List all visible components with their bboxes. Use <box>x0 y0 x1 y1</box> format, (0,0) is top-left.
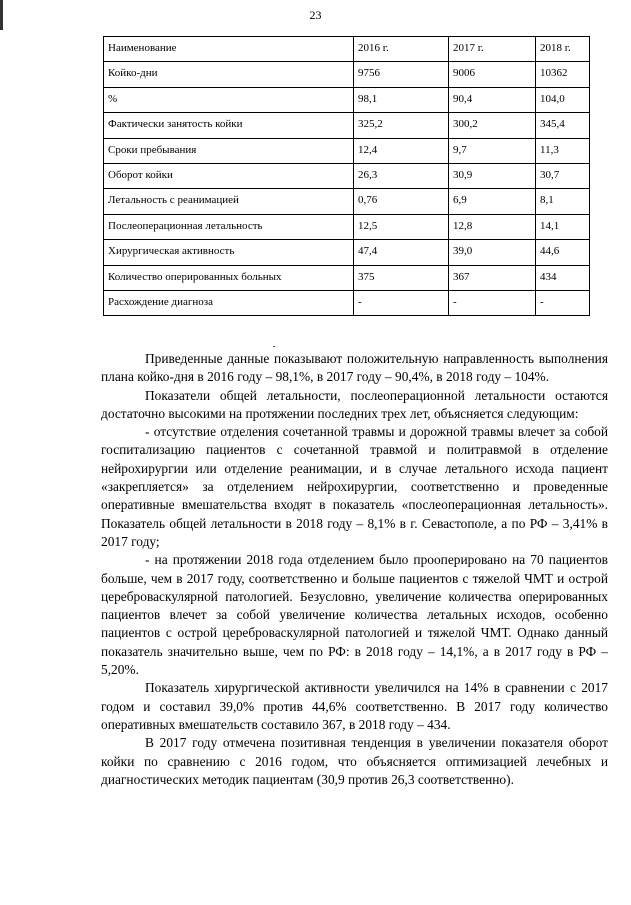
table-cell: 26,3 <box>354 163 449 188</box>
table-row <box>104 113 590 138</box>
table-cell: 2018 г. <box>536 37 590 62</box>
paragraph: - на протяжении 2018 года отделением было прооперировано на 70 пациентов больше, чем в 2017 году, соответственно и больше пациентов с тяжелой ЧМТ и острой цереброваскулярной патологией. Безусловно, увеличение количества оперированных пациентов влечет за собой увеличение количества летальных исходов, особенно пациентов с острой цереброваскулярной патологией и тяжелой ЧМТ. Однако данный показатель значительно выше, чем по РФ: в 2018 году – 14,1%, а в 2017 году в РФ – 5,20%. <box>101 552 608 678</box>
table-row <box>104 290 590 315</box>
table-cell: 98,1 <box>354 87 449 112</box>
table-row-label: % <box>104 87 354 112</box>
table-cell: 10362 <box>536 62 590 87</box>
table-row <box>104 138 590 163</box>
table-row <box>104 189 590 214</box>
table-row-label: Сроки пребывания <box>104 138 354 163</box>
table-cell: 12,4 <box>354 138 449 163</box>
table-row <box>104 163 590 188</box>
table-row <box>104 265 590 290</box>
table-cell: 104,0 <box>536 87 590 112</box>
table-cell: 30,9 <box>449 163 536 188</box>
table-cell: 90,4 <box>449 87 536 112</box>
table-cell: 9756 <box>354 62 449 87</box>
table-cell: 2017 г. <box>449 37 536 62</box>
paragraph: Показатель хирургической активности увеличился на 14% в сравнении с 2017 годом и составил 39,0% против 44,6% соответственно. В 2017 году количество оперативных вмешательств составило 367, в 2018 году – 434. <box>101 680 608 732</box>
statistics-table <box>103 36 590 316</box>
table-cell: 47,4 <box>354 240 449 265</box>
statistics-table-body <box>104 37 590 316</box>
page-number: 23 <box>309 8 322 22</box>
table-row-label: Количество оперированных больных <box>104 265 354 290</box>
table-cell: 39,0 <box>449 240 536 265</box>
table-row-label: Послеоперационная летальность <box>104 214 354 239</box>
table-cell: 6,9 <box>449 189 536 214</box>
body-text <box>101 350 608 789</box>
table-cell: 345,4 <box>536 113 590 138</box>
stray-mark <box>273 346 275 347</box>
table-cell: 375 <box>354 265 449 290</box>
table-row <box>104 240 590 265</box>
table-row <box>104 62 590 87</box>
table-cell: - <box>536 290 590 315</box>
table-cell: 2016 г. <box>354 37 449 62</box>
table-row-label: Оборот койки <box>104 163 354 188</box>
paragraph: Показатели общей летальности, послеоперационной летальности остаются достаточно высокими на протяжении последних трех лет, объясняется следующим: <box>101 387 608 421</box>
table-row <box>104 87 590 112</box>
table-row-label: Фактически занятость койки <box>104 113 354 138</box>
table-header-row <box>104 37 590 62</box>
paragraph: Приведенные данные показывают положительную направленность выполнения плана койко-дня в 2016 году – 98,1%, в 2017 году – 90,4%, в 2018 году – 104%. <box>101 351 608 385</box>
table-cell: 12,5 <box>354 214 449 239</box>
table-cell: 11,3 <box>536 138 590 163</box>
paragraph: - отсутствие отделения сочетанной травмы и дорожной травмы влечет за собой госпитализацию пациентов с сочетанной травмой и политравмой в отделение нейрохирургии или отделение реанимации, и в случае летального исхода пациент «закрепляется» за отделением нейрохирургии, соответственно и проведенные оперативные вмешательства входят в показатель «послеоперационная летальность». Показатель общей летальности в 2018 году – 8,1% в г. Севастополе, а по РФ – 3,41% в 2017 году; <box>101 424 608 549</box>
table-row <box>104 214 590 239</box>
table-row-label: Расхождение диагноза <box>104 290 354 315</box>
table-cell: 9,7 <box>449 138 536 163</box>
table-cell: 367 <box>449 265 536 290</box>
table-cell: 325,2 <box>354 113 449 138</box>
table-row-label: Койко-дни <box>104 62 354 87</box>
table-row-label: Летальность с реанимацией <box>104 189 354 214</box>
table-cell: 434 <box>536 265 590 290</box>
table-cell: - <box>449 290 536 315</box>
table-cell: 12,8 <box>449 214 536 239</box>
table-cell: 14,1 <box>536 214 590 239</box>
table-row-label: Наименование <box>104 37 354 62</box>
table-cell: 44,6 <box>536 240 590 265</box>
table-cell: - <box>354 290 449 315</box>
paragraph: В 2017 году отмечена позитивная тенденция в увеличении показателя оборот койки по сравнению с 2016 годом, что объясняется оптимизацией лечебных и диагностических методик пациентам (30,9 против 26,3 соответственно). <box>101 735 608 787</box>
table-cell: 30,7 <box>536 163 590 188</box>
table-row-label: Хирургическая активность <box>104 240 354 265</box>
table-cell: 0,76 <box>354 189 449 214</box>
table-cell: 9006 <box>449 62 536 87</box>
table-cell: 300,2 <box>449 113 536 138</box>
table-cell: 8,1 <box>536 189 590 214</box>
